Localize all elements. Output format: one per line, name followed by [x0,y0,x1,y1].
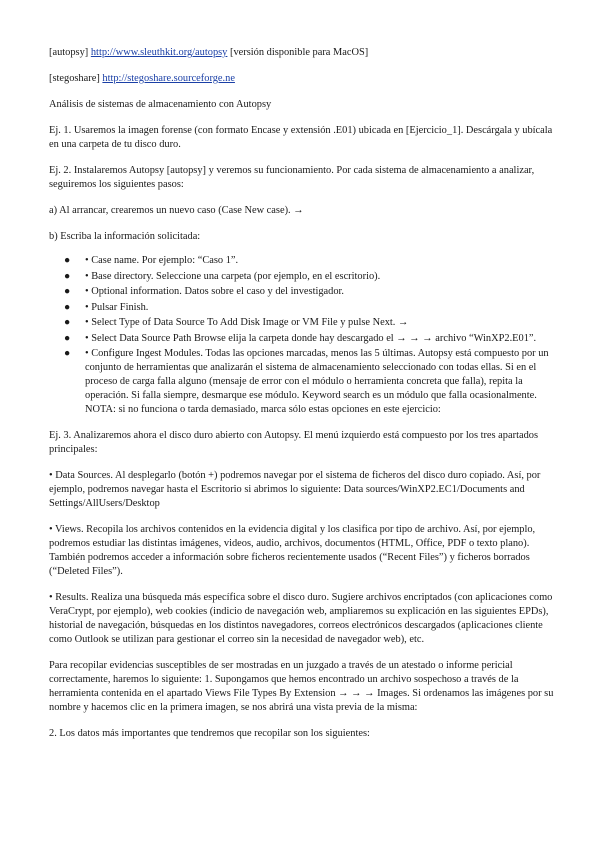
bullet-dot-icon: ● [64,301,71,313]
bullet-dot-icon: ● [64,255,71,266]
list-item [49,270,559,284]
exercise-2: Ej. 2. Instalaremos Autopsy [autopsy] y veremos su funcionamiento. Por cada sistema de almacenamiento a analizar, seguiremos los siguientes pasos: [49,165,535,190]
stegoshare-prefix: [stegoshare] [49,73,100,84]
data-sources-paragraph: • Data Sources. Al desplegarlo (botón +) podremos navegar por el sistema de ficheros del disco duro copiado. Así, por ejemplo, podremos navegar hasta el Escritorio si abrimos lo siguiente: Data sources/WinXP2.EC1/Documents and Settings/AllUsers/Desktop [49,470,541,509]
exercise-3: Ej. 3. Analizaremos ahora el disco duro abierto con Autopsy. El menú izquierdo está compuesto por los tres apartados principales: [49,430,538,455]
bullet-list [49,254,559,417]
list-item [49,347,559,417]
list-item [49,301,559,315]
list-item [49,254,559,268]
list-item [49,332,559,346]
step-2-paragraph: 2. Los datos más importantes que tendremos que recopilar son los siguientes: [49,728,370,739]
stegoshare-link[interactable]: http://stegoshare.sourceforge.ne [102,73,235,84]
autopsy-link-line [49,46,559,60]
views-paragraph: • Views. Recopila los archivos contenidos en la evidencia digital y los clasifica por tipo de archivo. Así, por ejemplo, podremos estudiar las distintas imágenes, videos, audio, archivos, documentos (HTML, Office, PDF o texto plano). También podremos acceder a información sobre ficheros recientemente usados (“Recent Files”) y ficheros borrados (“Deleted Files”). [49,524,536,577]
results-paragraph: • Results. Realiza una búsqueda más específica sobre el disco duro. Sugiere archivos encriptados (con aplicaciones como VeraCrypt, por ejemplo), web cookies (indicio de navegación web, ampliaremos su explicación en las siguientes EPDs), historial de navegación, búsquedas en los distintos navegadores, correos electrónicos descargados (aplicaciones cliente como Outlook se utilizan para gestionar el correo sin la necesidad de navegador web), etc. [49,592,553,645]
list-item-text: • Case name. Por ejemplo: “Caso 1”. [85,255,239,266]
recopilar-paragraph: Para recopilar evidencias susceptibles de ser mostradas en un juzgado a través de un atestado o informe pericial correctamente, haremos lo siguiente: 1. Supongamos que hemos encontrado un archivo sospechoso a través de la herramienta contenida en el apartado Views File Types By Extension → → → Images. Si ordenamos las imágenes por su nombre y hacemos clic en la primera imagen, se nos abrirá una vista previa de la misma: [49,660,554,713]
list-item-text: • Base directory. Seleccione una carpeta (por ejemplo, en el escritorio). [85,270,381,282]
bullet-dot-icon: ● [64,332,71,344]
list-item [49,285,559,299]
bullet-dot-icon: ● [64,270,71,282]
list-item-text: • Pulsar Finish. [85,301,149,313]
bullet-dot-icon: ● [64,317,71,328]
bullet-dot-icon: ● [64,286,71,297]
list-item [49,316,559,330]
list-item-text: • Select Data Source Path Browse elija la carpeta donde hay descargado el → → → archivo “WinXP2.E01”. [85,332,537,344]
list-item-text: • Configure Ingest Modules. Todas las opciones marcadas, menos las 5 últimas. Autopsy está compuesto por un conjunto de herramientas que analizarán el sistema de almacenamiento seleccionado con todas ellas. Si en el proceso de carga falla alguno (mensaje de error con el módulo o herramienta concreta que falla), repita la operación. Si falla siempre, desmarque ese módulo. Keyword search es un módulo que falla ocasionalmente. NOTA: si no funciona o tarda demasiado, marca sólo estas opciones en este ejercicio: [85,348,549,415]
autopsy-suffix: [versión disponible para MacOS] [230,47,369,58]
list-item-text: • Optional information. Datos sobre el caso y del investigador. [85,286,345,297]
document-page [49,46,559,753]
stegoshare-link-line [49,72,559,86]
exercise-1: Ej. 1. Usaremos la imagen forense (con formato Encase y extensión .E01) ubicada en [Ejercicio_1]. Descárgala y ubícala en una carpeta de tu disco duro. [49,125,553,150]
step-b: b) Escriba la información solicitada: [49,231,201,242]
autopsy-link[interactable]: http://www.sleuthkit.org/autopsy [90,47,228,58]
autopsy-prefix: [autopsy] [49,47,89,58]
document-title: Análisis de sistemas de almacenamiento con Autopsy [49,99,272,110]
step-a: a) Al arrancar, crearemos un nuevo caso (Case New case). → [49,205,304,216]
list-item-text: • Select Type of Data Source To Add Disk Image or VM File y pulse Next. → [85,317,409,328]
bullet-dot-icon: ● [64,348,71,359]
